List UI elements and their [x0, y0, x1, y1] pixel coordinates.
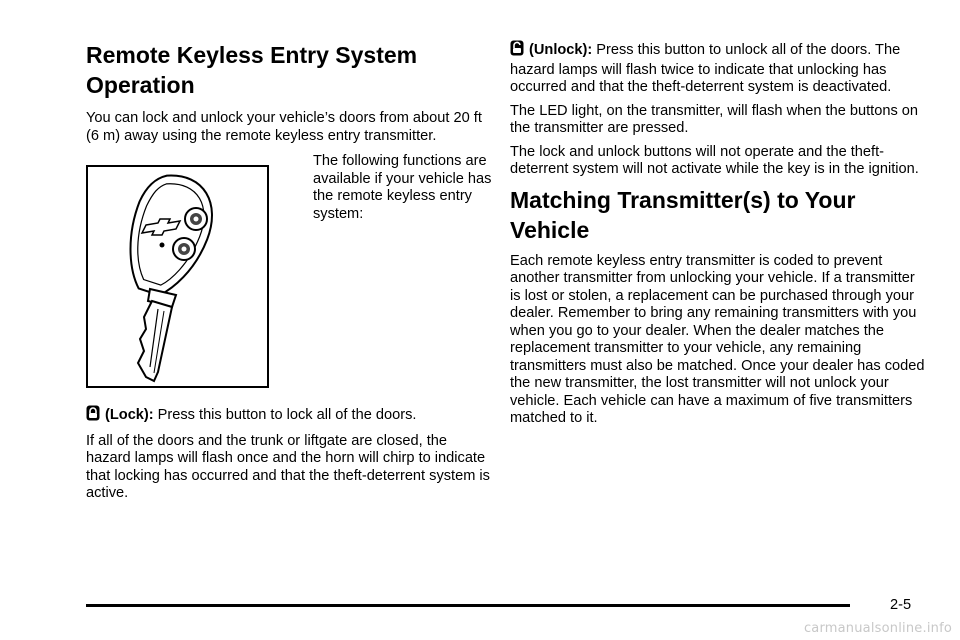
lock-detail-paragraph: If all of the doors and the trunk or liftgate are closed, the hazard lamps will flash once and the horn will chirp to indicate that locking has occurred and that the theft-deterrent system is active. [86, 432, 490, 501]
section-heading-matching: Matching Transmitter(s) to Your Vehicle [510, 186, 856, 243]
unlock-paragraph [510, 40, 926, 97]
lock-text: Press this button to lock all of the doors. [157, 407, 417, 423]
watermark: carmanualsonline.info [803, 621, 952, 636]
matching-paragraph: Each remote keyless entry transmitter is coded to prevent another transmitter from unlocking your vehicle. If a transmitter is lost or stolen, a replacement can be purchased through your dealer. Remember to bring any remaining transmitters with you when you go to your dealer. When the dealer matches the replacement transmitter to your vehicle, any remaining transmitters must also be matched. Once your dealer has coded the new transmitter, the lost transmitter will not unlock your vehicle. Each vehicle can have a maximum of five transmitters matched to it. [510, 252, 925, 426]
page-number: 2-5 [890, 597, 912, 613]
left-column [86, 40, 490, 509]
side-text: The following functions are available if your vehicle has the remote keyless entry system: [313, 153, 492, 222]
remote-key-illustration [86, 165, 269, 388]
key-illustration-row [86, 153, 490, 393]
key-icon [88, 167, 267, 386]
section-heading-remote-keyless: Remote Keyless Entry System Operation [86, 42, 418, 98]
unlock-icon [510, 40, 524, 62]
led-paragraph: The LED light, on the transmitter, will flash when the buttons on the transmitter are pressed. [510, 102, 919, 136]
lock-label: (Lock): [105, 407, 154, 423]
footer-rule [86, 604, 850, 607]
right-column [510, 40, 926, 434]
intro-paragraph: You can lock and unlock your vehicle’s doors from about 20 ft (6 m) away using the remote keyless entry transmitter. [86, 110, 482, 144]
lock-icon [86, 405, 100, 427]
unlock-label: (Unlock): [529, 42, 593, 58]
ignition-paragraph: The lock and unlock buttons will not operate and the theft-deterrent system will not activate while the key is in the ignition. [510, 143, 919, 177]
unlock-text: Press this button to unlock all of the doors. The hazard lamps will flash twice to indicate that unlocking has occurred and that the theft-deterrent system is deactivated. [510, 42, 901, 95]
lock-paragraph [86, 405, 490, 427]
